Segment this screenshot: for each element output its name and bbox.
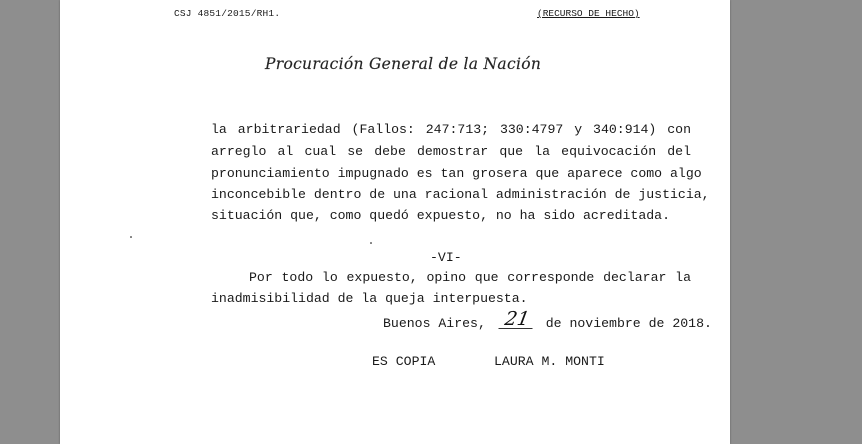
paragraph-line: pronunciamiento impugnado es tan grosera que aparece como algo	[211, 166, 702, 181]
paragraph-line: inconcebible dentro de una racional administración de justicia,	[211, 187, 710, 202]
scan-speck	[130, 236, 132, 238]
document-type-label: (RECURSO DE HECHO)	[537, 8, 640, 19]
paragraph-line: arreglo al cual se debe demostrar que la equivocación del	[211, 144, 691, 159]
institution-letterhead: Procuración General de la Nación	[265, 55, 542, 73]
paragraph-line: la arbitrariedad (Fallos: 247:713; 330:4797 y 340:914) con	[211, 122, 691, 137]
paragraph-line: Por todo lo expuesto, opino que corresponde declarar la	[249, 270, 691, 285]
document-page	[60, 0, 730, 444]
paragraph-line: inadmisibilidad de la queja interpuesta.	[211, 291, 528, 306]
paragraph-line: situación que, como quedó expuesto, no ha sido acreditada.	[211, 208, 670, 223]
section-number: -VI-	[430, 250, 462, 265]
case-number: CSJ 4851/2015/RH1.	[174, 8, 281, 19]
scan-speck	[370, 242, 372, 244]
date-rest: de noviembre de 2018.	[545, 316, 712, 331]
handwritten-day: 21	[498, 311, 535, 329]
date-line	[383, 308, 712, 331]
copy-label: ES COPIA	[372, 354, 436, 369]
signatory-name: LAURA M. MONTI	[494, 354, 605, 369]
date-place: Buenos Aires,	[383, 316, 486, 331]
